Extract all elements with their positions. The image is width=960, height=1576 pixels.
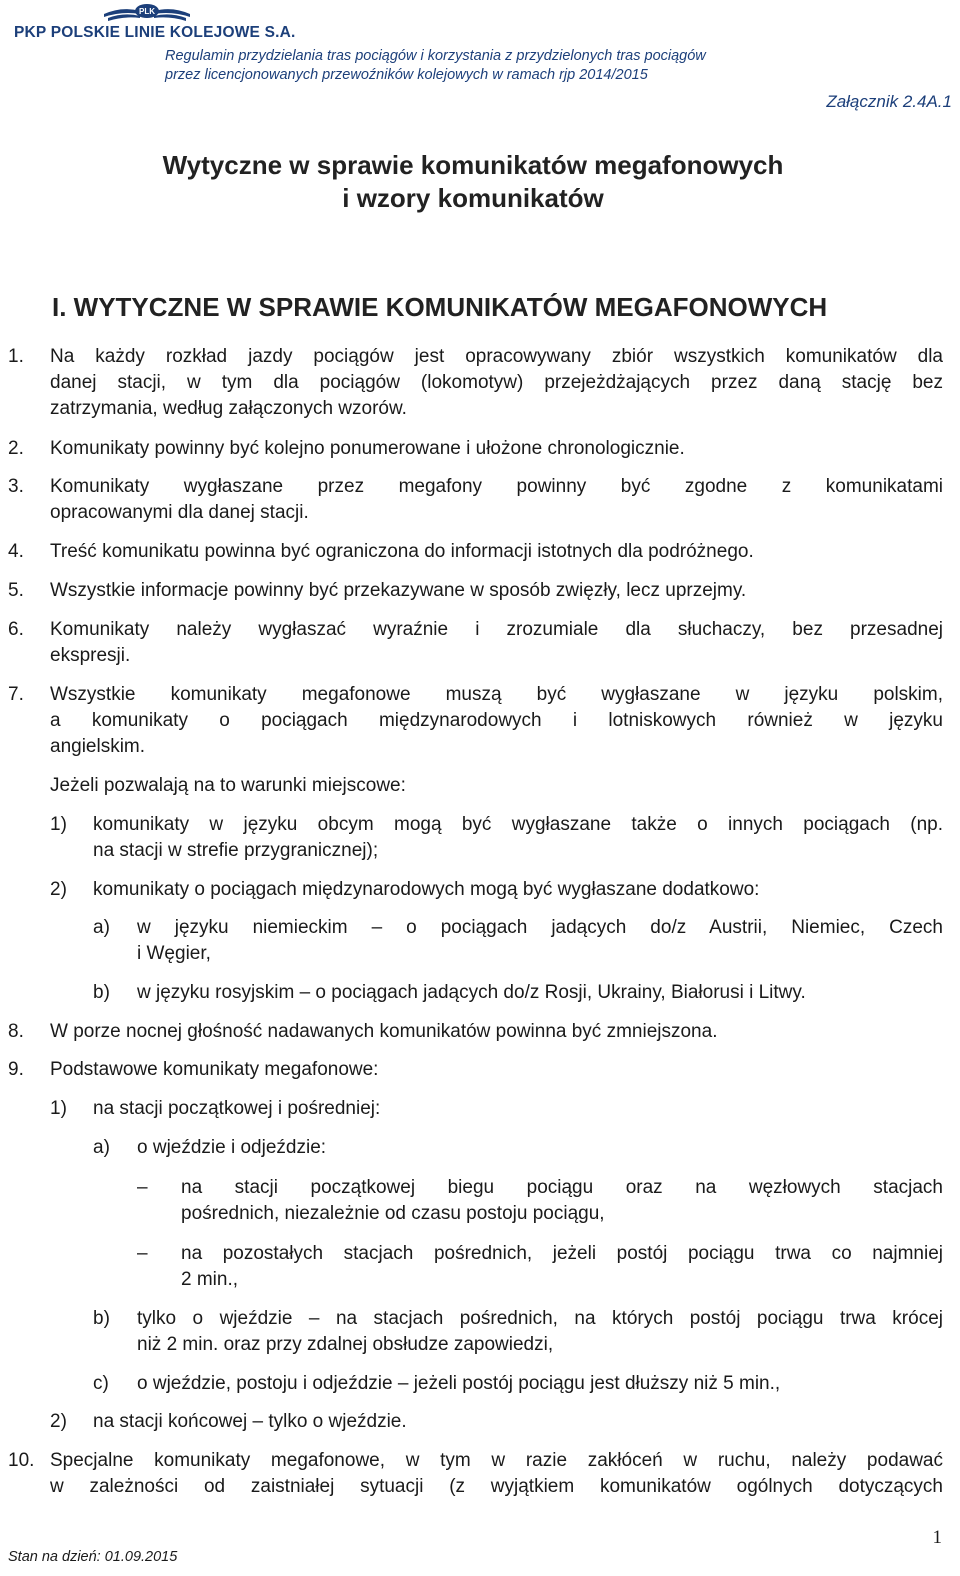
item-number: 1. [8,346,24,367]
item-number: 4. [8,541,24,562]
item-number: 9. [8,1059,24,1080]
subitem-text: na stacji początkowej i pośredniej: [93,1098,381,1119]
page-number: 1 [932,1527,942,1548]
item-text: Wszystkie komunikaty megafonowe muszą być wygłaszane w języku polskim, [50,684,943,705]
status-date: Stan na dzień: 01.09.2015 [8,1549,178,1565]
letter-item-text: tylko o wjeździe – na stacjach pośrednich, na których postój pociągu trwa krócej [137,1308,943,1329]
dash-item-text: na pozostałych stacjach pośrednich, jeżeli postój pociągu trwa co najmniej [181,1243,943,1264]
item-text: danej stacji, w tym dla pociągów (lokomotyw) przejeżdżających przez daną stację bez [50,372,943,393]
item-number: 5. [8,580,24,601]
item-text: Komunikaty powinny być kolejno ponumerowane i ułożone chronologicznie. [50,438,685,459]
item-text: W porze nocnej głośność nadawanych komunikatów powinna być zmniejszona. [50,1021,718,1042]
letter-item-number: a) [93,1137,110,1158]
letter-item-number: a) [93,917,110,938]
item-number: 2. [8,438,24,459]
item-number: 7. [8,684,24,705]
company-logo [6,2,296,42]
document-title-line1: Wytyczne w sprawie komunikatów megafonowych [162,150,784,180]
dash-item-text: na stacji początkowej biegu pociągu oraz na węzłowych stacjach [181,1177,943,1198]
item-text: w zależności od zaistniałej sytuacji (z wyjątkiem komunikatów ogólnych dotyczących [50,1476,943,1497]
plk-wings-logo-icon [102,2,192,24]
letter-item-text: w języku rosyjskim – o pociągach jadących do/z Rosji, Ukrainy, Białorusi i Litwy. [137,982,806,1003]
letter-item-text: w języku niemieckim – o pociągach jadących do/z Austrii, Niemiec, Czech [137,917,943,938]
regulation-title-line1: Regulamin przydzielania tras pociągów i korzystania z przydzielonych tras pociągów [165,48,706,64]
item-text: Wszystkie informacje powinny być przekazywane w sposób zwięzły, lecz uprzejmy. [50,580,747,601]
letter-item-text: o wjeździe, postoju i odjeździe – jeżeli postój pociągu jest dłuższy niż 5 min., [137,1373,781,1394]
document-title-line2: i wzory komunikatów [342,183,604,213]
item-number: 3. [8,476,24,497]
dash-bullet: – [137,1243,148,1264]
dash-item-text: pośrednich, niezależnie od czasu postoju pociągu, [181,1203,605,1224]
subitem-number: 2) [50,1411,67,1432]
item-number: 10. [8,1450,35,1471]
letter-item-number: b) [93,1308,110,1329]
item-text: zatrzymania, według załączonych wzorów. [50,398,407,419]
item-text: angielskim. [50,736,146,757]
subitem-text: komunikaty w języku obcym mogą być wygłaszane także o innych pociągach (np. [93,814,943,835]
annex-label: Załącznik 2.4A.1 [826,92,952,111]
item-text: ekspresji. [50,645,131,666]
company-name: PKP POLSKIE LINIE KOLEJOWE S.A. [14,24,296,41]
item-text: Podstawowe komunikaty megafonowe: [50,1059,379,1080]
item-number: 8. [8,1021,24,1042]
item-paragraph: Jeżeli pozwalają na to warunki miejscowe: [50,775,406,796]
subitem-number: 2) [50,879,67,900]
item-text: Komunikaty należy wygłaszać wyraźnie i zrozumiale dla słuchaczy, bez przesadnej [50,619,943,640]
subitem-number: 1) [50,814,67,835]
item-text: opracowanymi dla danej stacji. [50,502,309,523]
dash-bullet: – [137,1177,148,1198]
letter-item-text: o wjeździe i odjeździe: [137,1137,327,1158]
section-heading: I. WYTYCZNE W SPRAWIE KOMUNIKATÓW MEGAFONOWYCH [52,292,828,322]
subitem-text: komunikaty o pociągach międzynarodowych mogą być wygłaszane dodatkowo: [93,879,760,900]
subitem-number: 1) [50,1098,67,1119]
item-number: 6. [8,619,24,640]
letter-item-number: c) [93,1373,109,1394]
item-text: Komunikaty wygłaszane przez megafony powinny być zgodne z komunikatami [50,476,943,497]
letter-item-text: i Węgier, [137,943,211,964]
item-text: a komunikaty o pociągach międzynarodowych i lotniskowych również w języku [50,710,943,731]
subitem-text: na stacji końcowej – tylko o wjeździe. [93,1411,407,1432]
item-text: Treść komunikatu powinna być ograniczona do informacji istotnych dla podróżnego. [50,541,754,562]
dash-item-text: 2 min., [181,1269,239,1290]
letter-item-text: niż 2 min. oraz przy zdalnej obsłudze zapowiedzi, [137,1334,554,1355]
item-text: Specjalne komunikaty megafonowe, w tym w razie zakłóceń w ruchu, należy podawać [50,1450,943,1471]
subitem-text: na stacji w strefie przygranicznej); [93,840,379,861]
logo-mark-text: PLK [139,7,155,16]
item-text: Na każdy rozkład jazdy pociągów jest opracowywany zbiór wszystkich komunikatów dla [50,346,943,367]
letter-item-number: b) [93,982,110,1003]
regulation-title-line2: przez licencjonowanych przewoźników kolejowych w ramach rjp 2014/2015 [165,67,648,83]
